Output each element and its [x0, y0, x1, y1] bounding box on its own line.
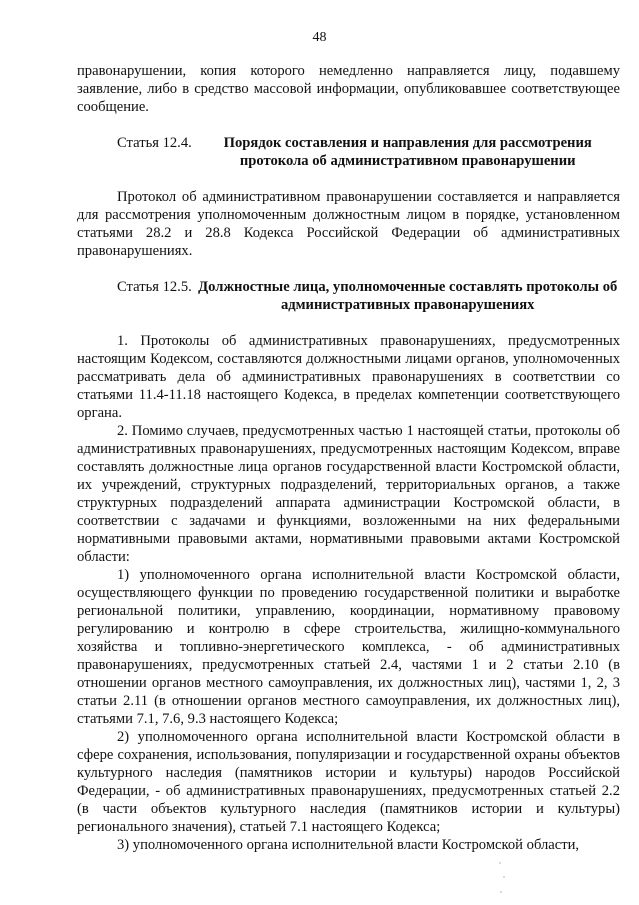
list-item-3: 3) уполномоченного органа исполнительной власти Костромской области,: [117, 837, 580, 853]
article-title: Должностные лица, уполномоченные составлять протоколы об административных правонарушениях: [198, 279, 618, 313]
article-title: Порядок составления и направления для рассмотрения протокола об административном правонарушении: [223, 135, 592, 169]
scan-specks: [497, 858, 509, 898]
document-body: [77, 62, 620, 854]
paragraph-part-2: 2. Помимо случаев, предусмотренных частью 1 настоящей статьи, протоколы об административных правонарушениях, предусмотренных настоящим Кодексом, вправе составлять должностные лица органов государственной власти Костромской области, их учреждений, структурных подразделений, территориальных органов, а также структурных подразделений аппарата администрации Костромской области, в соответствии с задачами и функциями, возложенными на них федеральными нормативными правовыми актами, нормативными правовыми актами Костромской области:: [77, 423, 620, 565]
article-12-5-heading: [77, 278, 620, 314]
list-item-2: 2) уполномоченного органа исполнительной власти Костромской области в сфере сохранения, использования, популяризации и государственной охраны объектов культурного наследия (памятников истории и культуры) народов Российской Федерации, - об административных правонарушениях, предусмотренных статьей 2.2 (в части объектов культурного наследия (памятников истории и культуры) регионального значения), статьей 7.1 настоящего Кодекса;: [77, 729, 620, 835]
paragraph-continuation: правонарушении, копия которого немедленно направляется лицу, подавшему заявление, либо в средство массовой информации, опубликовавшее соответствующее сообщение.: [77, 63, 620, 115]
list-item-1: 1) уполномоченного органа исполнительной власти Костромской области, осуществляющего функции по проведению государственной политики и выработке региональной политики, управлению, координации, нормативному правовому регулированию и контролю в сфере строительства, жилищно-коммунального хозяйства и топливно-энергетического комплекса, - об административных правонарушениях, предусмотренных статьей 2.4, частями 1 и 2 статьи 2.10 (в отношении органов местного самоуправления, их должностных лиц), частями 1, 2, 3 статьи 2.11 (в отношении органов местного самоуправления, их должностных лиц), статьями 7.1, 7.6, 9.3 настоящего Кодекса;: [77, 567, 620, 727]
paragraph-protocol: Протокол об административном правонарушении составляется и направляется для рассмотрения уполномоченным должностным лицом в порядке, установленном статьями 28.2 и 28.8 Кодекса Российской Федерации об административных правонарушениях.: [77, 189, 620, 259]
paragraph-part-1: 1. Протоколы об административных правонарушениях, предусмотренных настоящим Кодексом, составляются должностными лицами органов, уполномоченных рассматривать дела об административных правонарушениях в соответствии со статьями 11.4-11.18 настоящего Кодекса, в пределах компетенции соответствующего органа.: [77, 333, 620, 421]
article-label: Статья 12.5.: [117, 279, 196, 295]
article-12-4-heading: [77, 134, 620, 170]
article-label: Статья 12.4.: [117, 135, 196, 151]
page-number: 48: [312, 30, 327, 45]
